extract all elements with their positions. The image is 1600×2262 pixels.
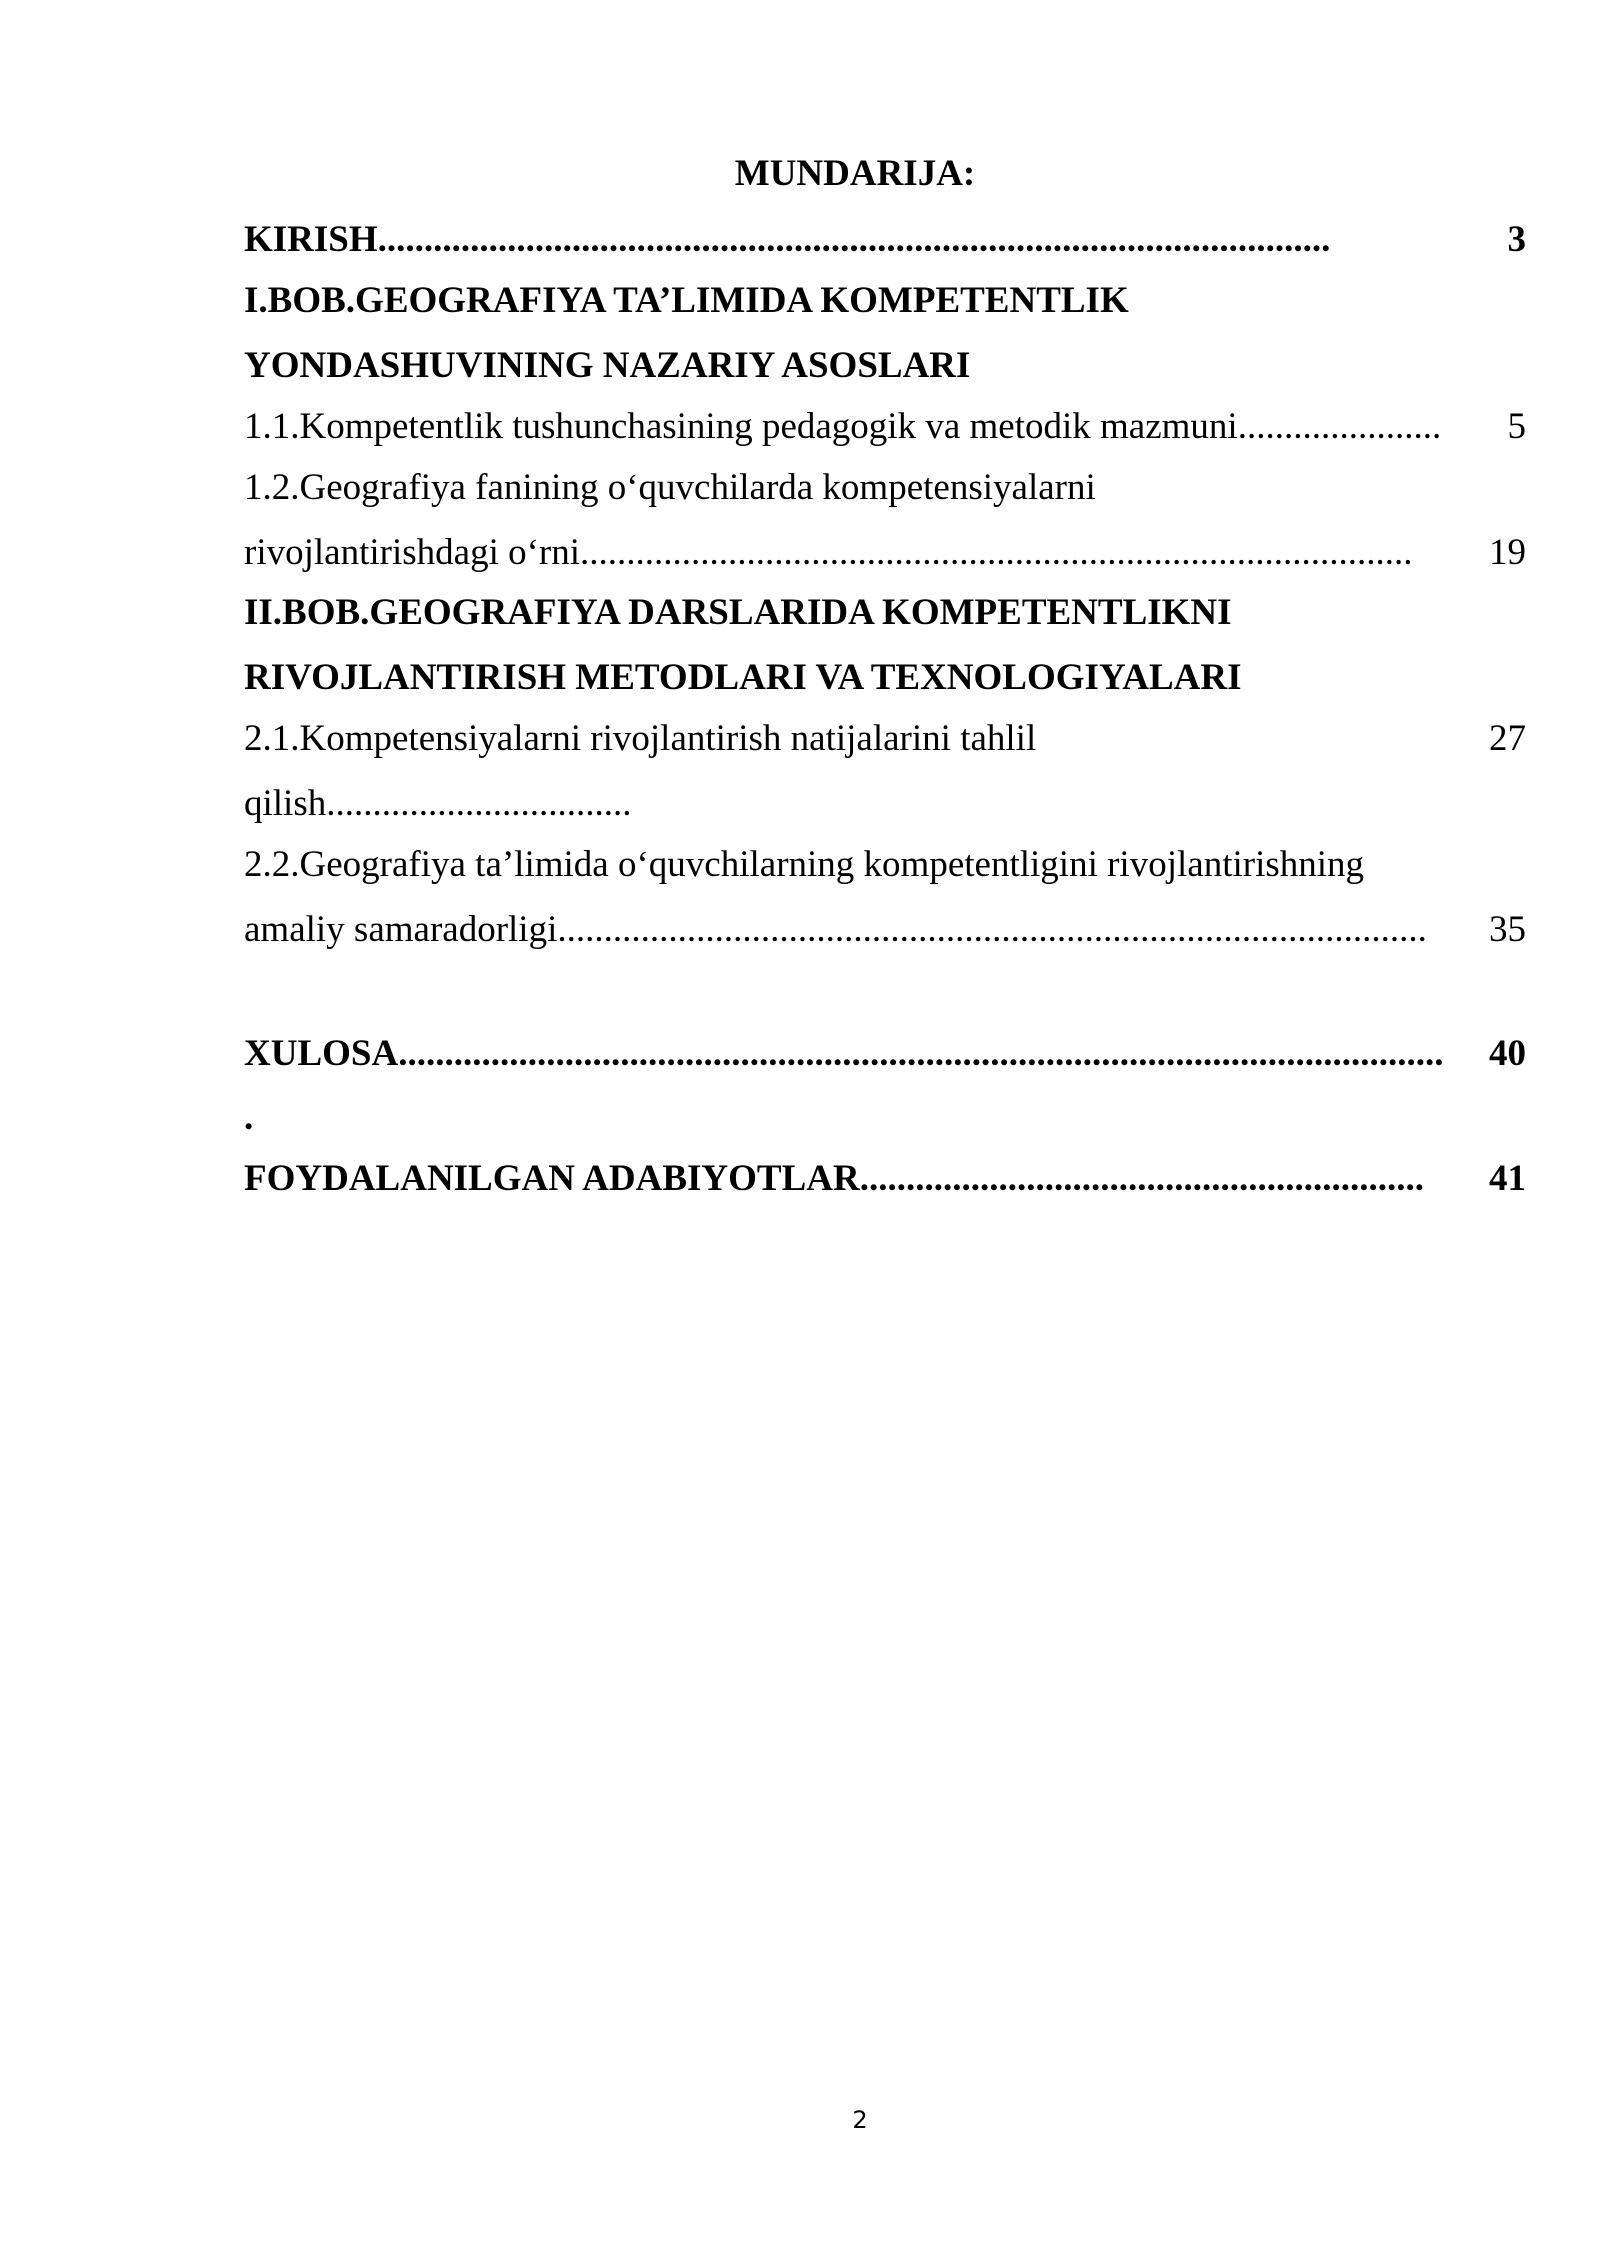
toc-entry-text: qilish................................. bbox=[244, 783, 632, 824]
toc-entry-text: YONDASHUVINING NAZARIY ASOSLARI bbox=[244, 345, 971, 386]
toc-entry-text: 1.2.Geografiya fanining o‘quvchilarda kompetensiyalarni bbox=[244, 467, 1096, 508]
toc-entry-references[interactable] bbox=[244, 1157, 1526, 1201]
toc-section-2-2-line-2[interactable] bbox=[244, 908, 1526, 952]
toc-entry-text: II.BOB.GEOGRAFIYA DARSLARIDA KOMPETENTLIKNI bbox=[244, 592, 1232, 633]
toc-entry-page-number: 35 bbox=[1489, 909, 1526, 950]
toc-entry-text: KIRISH....................................................................................................... bbox=[244, 219, 1331, 260]
toc-section-1-2-line-1[interactable] bbox=[244, 466, 1526, 510]
toc-section-2-1-line-2[interactable] bbox=[244, 782, 1526, 826]
toc-entry-text: XULOSA................................................................................................................. bbox=[244, 1033, 1444, 1074]
toc-entry-text: I.BOB.GEOGRAFIYA TA’LIMIDA KOMPETENTLIK bbox=[244, 280, 1129, 321]
toc-entry-xulosa[interactable] bbox=[244, 1032, 1526, 1076]
toc-chapter-2-heading-line-1[interactable] bbox=[244, 591, 1526, 635]
toc-chapter-2-heading-line-2[interactable] bbox=[244, 656, 1526, 700]
toc-title: MUNDARIJA: bbox=[734, 153, 976, 194]
toc-entry-page-number: 19 bbox=[1489, 532, 1526, 573]
toc-chapter-1-heading-line-2[interactable] bbox=[244, 344, 1526, 388]
toc-section-2-2-line-1[interactable] bbox=[244, 843, 1526, 887]
toc-entry-page-number: 3 bbox=[1507, 219, 1526, 260]
toc-chapter-1-heading-line-1[interactable] bbox=[244, 279, 1526, 323]
toc-entry-page-number: 41 bbox=[1489, 1158, 1526, 1199]
toc-entry-text: amaliy samaradorligi.............................................................................................. bbox=[244, 909, 1427, 950]
toc-section-1-1[interactable] bbox=[244, 405, 1526, 449]
toc-entry-page-number: 40 bbox=[1489, 1033, 1526, 1074]
toc-entry-text: 2.1.Kompetensiyalarni rivojlantirish natijalarini tahlil bbox=[244, 718, 1037, 759]
toc-entry-text: . bbox=[244, 1097, 254, 1138]
page-number: 2 bbox=[852, 2106, 868, 2134]
toc-section-1-2-line-2[interactable] bbox=[244, 531, 1526, 575]
toc-stray-dot bbox=[244, 1096, 1526, 1140]
toc-entry-page-number: 5 bbox=[1507, 406, 1526, 447]
toc-section-2-1-line-1[interactable] bbox=[244, 717, 1526, 761]
toc-entry-text: FOYDALANILGAN ADABIYOTLAR............................................................. bbox=[244, 1158, 1424, 1199]
toc-entry-text: RIVOJLANTIRISH METODLARI VA TEXNOLOGIYALARI bbox=[244, 657, 1242, 698]
toc-entry-text: 2.2.Geografiya ta’limida o‘quvchilarning kompetentligini rivojlantirishning bbox=[244, 844, 1365, 885]
toc-entry-text: rivojlantirishdagi o‘rni.......................................................................................... bbox=[244, 532, 1413, 573]
toc-entry-kirish[interactable] bbox=[244, 218, 1526, 262]
toc-entry-text: 1.1.Kompetentlik tushunchasining pedagogik va metodik mazmuni...................... bbox=[244, 406, 1442, 447]
toc-entry-page-number: 27 bbox=[1489, 718, 1526, 759]
